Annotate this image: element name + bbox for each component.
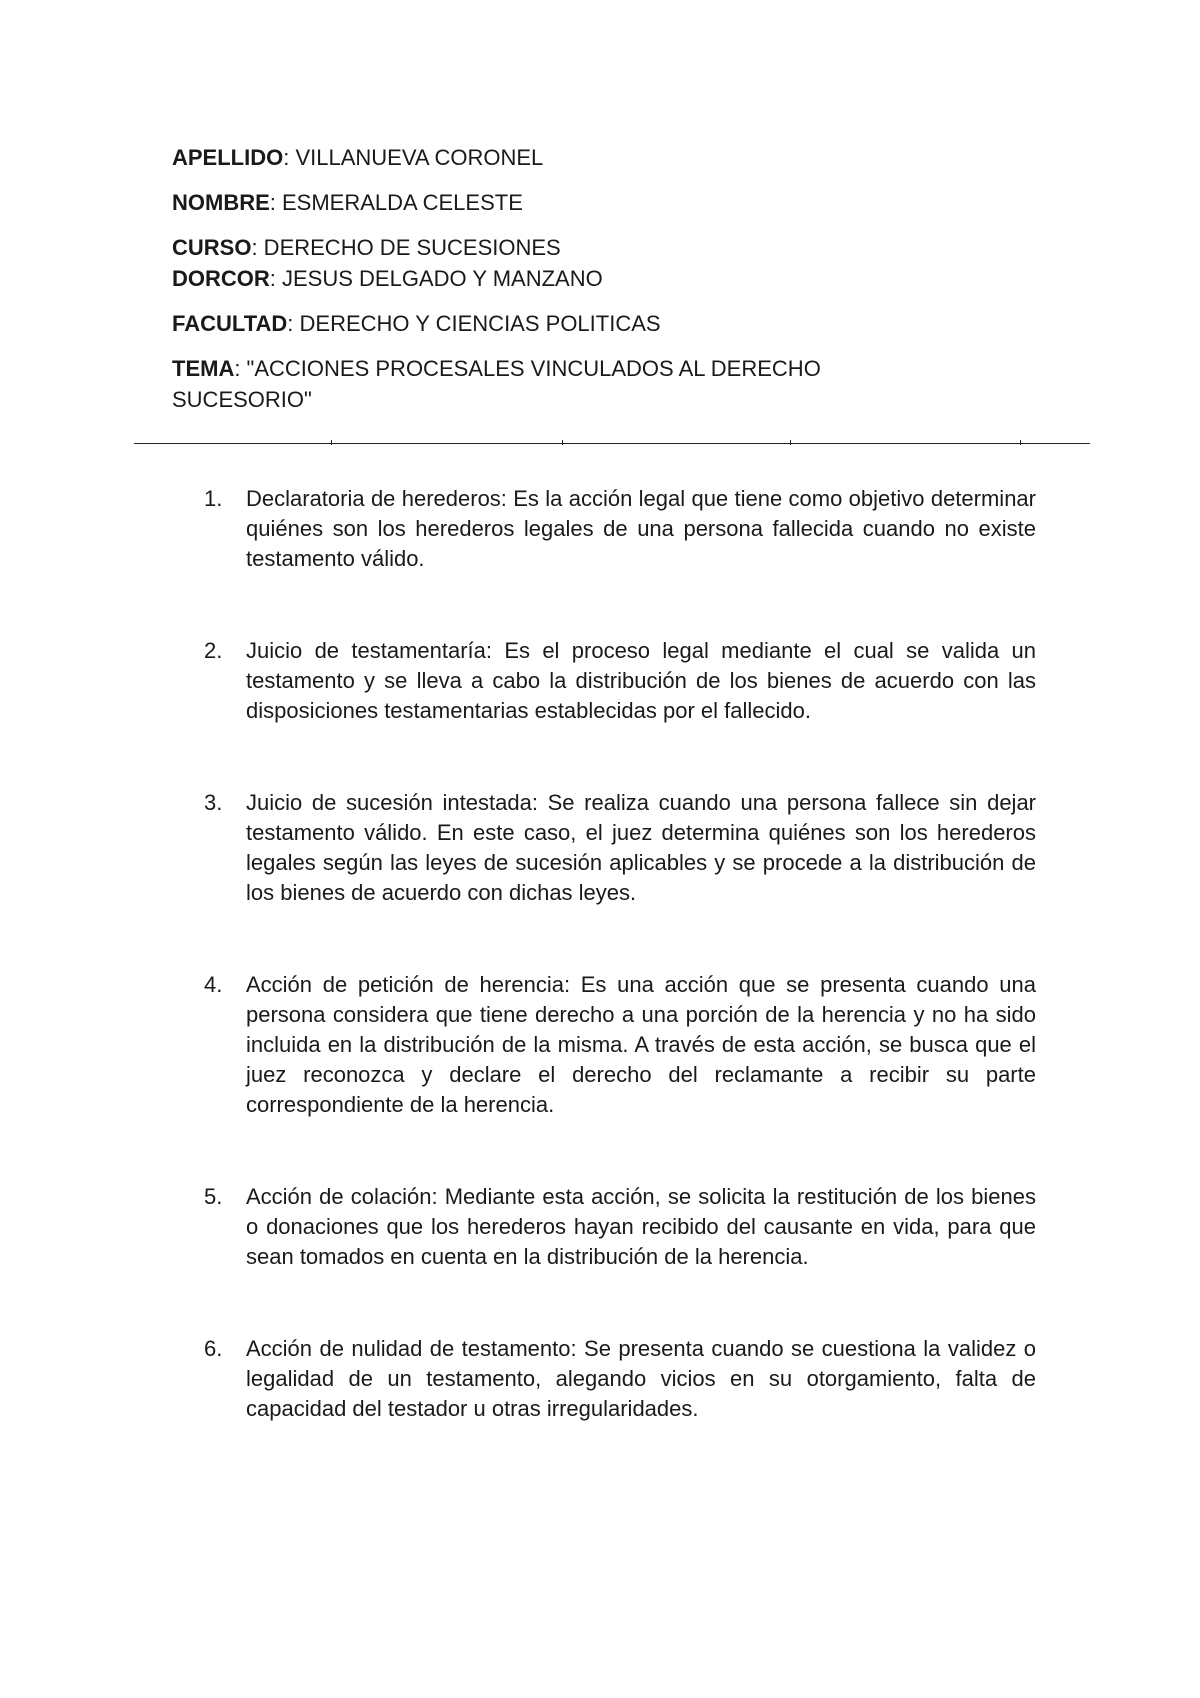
nombre-line [172, 187, 1072, 218]
section-divider [134, 443, 1090, 444]
list-item [196, 1182, 1036, 1272]
list-item-text: Acción de nulidad de testamento: Se presenta cuando se cuestiona la validez o legalidad de un testamento, alegando vicios en su otorgamiento, falta de capacidad del testador u otras irregularidades. [246, 1336, 1036, 1421]
nombre-value: : ESMERALDA CELESTE [269, 190, 523, 215]
apellido-label: APELLIDO [172, 145, 284, 170]
nombre-label: NOMBRE [172, 190, 270, 215]
dorcor-line [172, 263, 1072, 294]
list-item-text: Juicio de sucesión intestada: Se realiza cuando una persona fallece sin dejar testamento válido. En este caso, el juez determina quiénes son los herederos legales según las leyes de sucesión aplicables y se procede a la distribución de los bienes de acuerdo con dichas leyes. [246, 790, 1036, 905]
list-item-number: 4. [204, 972, 223, 997]
curso-value: : DERECHO DE SUCESIONES [251, 235, 561, 260]
tema-line [172, 353, 1072, 384]
divider-tick [790, 440, 791, 445]
list-item-number: 1. [204, 486, 223, 511]
list-item-number: 2. [204, 638, 223, 663]
apellido-value: : VILLANUEVA CORONEL [283, 145, 544, 170]
facultad-line [172, 308, 1072, 339]
facultad-value: : DERECHO Y CIENCIAS POLITICAS [287, 311, 661, 336]
divider-tick [331, 440, 332, 445]
student-header [172, 142, 1072, 415]
dorcor-label: DORCOR [172, 266, 270, 291]
list-item [196, 788, 1036, 908]
dorcor-value: : JESUS DELGADO Y MANZANO [269, 266, 603, 291]
list-item-number: 6. [204, 1336, 223, 1361]
tema-value-line2: SUCESORIO" [172, 387, 312, 412]
divider-tick [562, 440, 563, 445]
list-item [196, 970, 1036, 1120]
tema-line-2 [172, 384, 1072, 415]
list-item-text: Juicio de testamentaría: Es el proceso legal mediante el cual se valida un testamento y se lleva a cabo la distribución de los bienes de acuerdo con las disposiciones testamentarias establecidas por el fallecido. [246, 638, 1036, 723]
tema-label: TEMA [172, 356, 235, 381]
list-item-number: 3. [204, 790, 223, 815]
list-item [196, 1334, 1036, 1424]
list-item-text: Declaratoria de herederos: Es la acción legal que tiene como objetivo determinar quiénes son los herederos legales de una persona fallecida cuando no existe testamento válido. [246, 486, 1036, 571]
facultad-label: FACULTAD [172, 311, 288, 336]
list-item-text: Acción de colación: Mediante esta acción, se solicita la restitución de los bienes o donaciones que los herederos hayan recibido del causante en vida, para que sean tomados en cuenta en la distribución de la herencia. [246, 1184, 1036, 1269]
apellido-line [172, 142, 1072, 173]
procedural-actions-list [196, 484, 1036, 1424]
list-item-text: Acción de petición de herencia: Es una acción que se presenta cuando una persona considera que tiene derecho a una porción de la herencia y no ha sido incluida en la distribución de la misma. A través de esta acción, se busca que el juez reconozca y declare el derecho del reclamante a recibir su parte correspondiente de la herencia. [246, 972, 1036, 1117]
list-item [196, 636, 1036, 726]
list-item [196, 484, 1036, 574]
list-item-number: 5. [204, 1184, 223, 1209]
curso-label: CURSO [172, 235, 252, 260]
curso-line [172, 232, 1072, 263]
tema-value-line1: : "ACCIONES PROCESALES VINCULADOS AL DERECHO [234, 356, 821, 381]
divider-tick [1020, 440, 1021, 445]
